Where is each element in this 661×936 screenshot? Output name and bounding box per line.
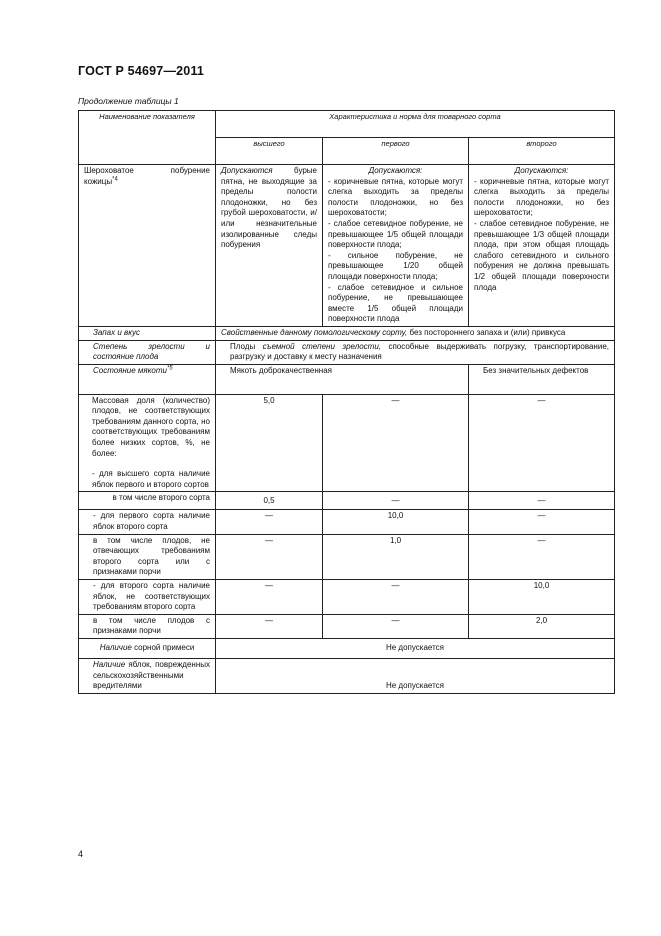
skin-roughness-second <box>469 165 615 327</box>
header-indicator-name: Наименование показателя <box>79 111 216 165</box>
row-flesh-condition <box>79 364 615 394</box>
skin-roughness-footnote: *4 <box>112 175 118 182</box>
table-continuation-caption: Продолжение таблицы 1 <box>78 96 179 106</box>
mass-value: — <box>323 492 469 510</box>
row-mass-fraction-second <box>79 580 615 615</box>
flesh-condition-label: Состояние мякоти <box>93 365 167 375</box>
header-grade-group: Характеристика и норма для товарного сорта <box>216 111 615 138</box>
mass-value: — <box>216 580 323 615</box>
mass-value: — <box>469 492 615 510</box>
mass-fraction-highest-name <box>79 394 216 492</box>
skin-roughness-first-head: Допускаются: <box>368 166 423 175</box>
mass-value: 10,0 <box>323 510 469 534</box>
header-grade-second: второго <box>469 138 615 165</box>
header-grade-highest: высшего <box>216 138 323 165</box>
mass-value: — <box>323 614 469 638</box>
ripeness-value-italic: съемной степени зрелости, <box>262 341 381 351</box>
mass-value: 0,5 <box>216 492 323 510</box>
smell-taste-label: Запах и вкус <box>79 326 216 340</box>
skin-roughness-first-item: - сильное побурение, не превышающее 1/20 общей площади поверхности плода; <box>328 250 463 281</box>
row-skin-roughness-name <box>79 165 216 327</box>
mass-value: — <box>216 614 323 638</box>
mass-value: 5,0 <box>216 394 323 492</box>
row-skin-roughness <box>79 165 615 327</box>
pest-damage-name <box>79 658 216 693</box>
mass-value: — <box>216 510 323 534</box>
skin-roughness-highest <box>216 165 323 327</box>
mass-fraction-line-label: - для первого сорта наличие яблок второго сорта <box>79 510 216 534</box>
skin-roughness-second-item: - коричневые пятна, которые могут слегка выходить за пределы полости плодоножки, но без шероховатости; <box>474 176 609 218</box>
smell-taste-value-italic: Свойственные данному помологическому сорту, <box>221 327 408 337</box>
mass-fraction-intro: Массовая доля (количество) плодов, не соответствующих требованиям данного сорта, но соответствующих требованиям более низких сортов, %, не более: <box>92 395 210 458</box>
mass-value: — <box>469 394 615 492</box>
mass-fraction-line-label: в том числе плодов с признаками порчи <box>79 614 216 638</box>
row-ripeness <box>79 340 615 364</box>
mass-fraction-line-label: - для высшего сорта наличие яблок первого и второго сортов <box>92 469 210 489</box>
page-number: 4 <box>78 849 84 859</box>
skin-roughness-highest-text: бурые пятна, не выходящие за пределы полости плодоножки, но без грубой шероховатости, и/или незначительные изолированные следы побурения <box>221 166 317 250</box>
ripeness-label: Степень зрелости и состояние плода <box>79 340 216 364</box>
flesh-condition-first: Мякоть доброкачественная <box>216 364 469 394</box>
quality-norms-table <box>78 110 615 694</box>
document-title: ГОСТ Р 54697—2011 <box>78 64 205 78</box>
row-mass-fraction-highest-second <box>79 492 615 510</box>
pest-damage-label-italic: Наличие <box>93 659 126 669</box>
skin-roughness-first <box>323 165 469 327</box>
pest-damage-value: Не допускается <box>216 658 615 693</box>
mass-value: 2,0 <box>469 614 615 638</box>
pest-damage-label-rest: яблок, поврежденных сельскохозяйственными вредителями <box>93 659 210 691</box>
skin-roughness-label: Шероховатое побурение кожицы <box>84 166 210 186</box>
weed-impurity-label-rest: сорной примеси <box>131 643 195 653</box>
row-mass-fraction-highest <box>79 394 615 492</box>
mass-value: — <box>323 394 469 492</box>
row-mass-fraction-first <box>79 510 615 534</box>
skin-roughness-highest-head: Допускаются <box>221 166 273 175</box>
skin-roughness-second-head: Допускаются: <box>514 166 569 175</box>
row-mass-fraction-second-spoiled <box>79 614 615 638</box>
header-grade-first: первого <box>323 138 469 165</box>
mass-value: — <box>216 534 323 579</box>
mass-fraction-line-label: в том числе плодов, не отвечающих требованиям второго сорта или с признаками порчи <box>79 534 216 579</box>
mass-value: 1,0 <box>323 534 469 579</box>
ripeness-value-pre: Плоды <box>230 341 263 351</box>
ripeness-value <box>216 340 615 364</box>
mass-fraction-line-label: - для второго сорта наличие яблок, не соответствующих требованиям второго сорта <box>79 580 216 615</box>
ripeness-value-rest: способные выдерживать погрузку, транспортирование, разгрузку и доставку к месту назначения <box>230 341 609 362</box>
mass-value: — <box>323 580 469 615</box>
mass-fraction-line-label: в том числе второго сорта <box>79 492 216 510</box>
smell-taste-value <box>216 326 615 340</box>
row-smell-taste <box>79 326 615 340</box>
smell-taste-value-rest: без постороннего запаха и (или) привкуса <box>407 327 566 337</box>
table-header-row <box>79 111 615 138</box>
row-mass-fraction-first-spoiled <box>79 534 615 579</box>
weed-impurity-name <box>79 638 216 658</box>
row-pest-damage <box>79 658 615 693</box>
skin-roughness-first-item: - коричневые пятна, которые могут слегка выходить за пределы полости плодоножки, но без шероховатости; <box>328 176 463 218</box>
weed-impurity-value: Не допускается <box>216 638 615 658</box>
row-weed-impurity <box>79 638 615 658</box>
weed-impurity-label-italic: Наличие <box>99 643 132 653</box>
mass-value: — <box>469 510 615 534</box>
skin-roughness-first-item: - слабое сетевидное побурение, не превышающее 1/5 общей площади поверхности плода; <box>328 218 463 250</box>
flesh-condition-footnote: *5 <box>166 365 173 372</box>
mass-value: 10,0 <box>469 580 615 615</box>
mass-value: — <box>469 534 615 579</box>
flesh-condition-cell <box>79 364 216 394</box>
skin-roughness-second-item: - слабое сетевидное побурение, не превышающее 1/3 общей площади плода, при этом общая площадь слабого сетевидного и сильного побурения не должна превышать 1/2 общей площади поверхности плода <box>474 218 609 292</box>
flesh-condition-second: Без значительных дефектов <box>469 364 615 394</box>
skin-roughness-first-item: - слабое сетевидное и сильное побурение, не превышающее вместе 1/5 общей площади поверхности плода <box>328 282 463 324</box>
